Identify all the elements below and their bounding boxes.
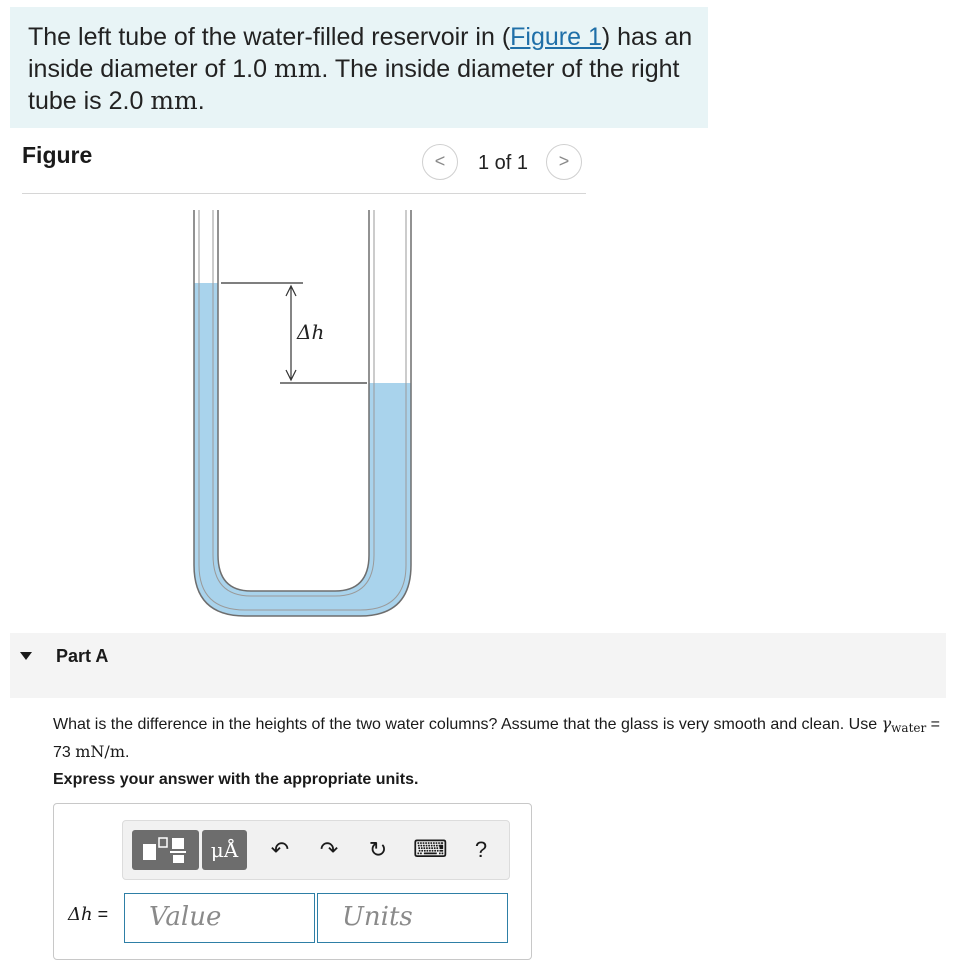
templates-icon [132,830,199,870]
instruction-text: Express your answer with the appropriate units. [53,771,419,788]
figure-title: Figure [22,142,93,168]
delta-h-label: Δh [297,320,325,344]
keyboard-icon[interactable]: ⌨ [413,836,448,863]
intro-text: The left tube of the water-filled reservoir in (Figure 1) has an inside diameter of 1.0 mm. The inside diameter of the right tube is 2.0 mm. [28,23,693,115]
reset-icon[interactable]: ↻ [368,837,388,862]
problem-intro [10,7,708,128]
next-figure-button[interactable]: > [546,144,582,180]
answer-label: Δh = [68,904,109,925]
undo-icon[interactable]: ↶ [270,837,290,862]
figure-header [22,140,586,194]
part-a-header[interactable] [10,633,946,698]
units-button[interactable]: μÅ [202,830,247,870]
tube-inner-inner-line [218,210,369,591]
redo-icon[interactable]: ↷ [319,837,339,862]
u-tube-figure [185,205,420,623]
tube-inner-wall [213,210,374,596]
figure-link[interactable]: Figure 1 [510,23,602,51]
figure-pager: 1 of 1 [478,152,529,174]
help-icon[interactable]: ? [474,837,488,862]
question-text: What is the difference in the heights of the two water columns? Assume that the glass is very smooth and clean. Use $\gamma_{water} = 73$ mN/m. [53,714,941,761]
value-input[interactable]: Value [124,893,315,943]
part-a-label: Part A [56,646,109,666]
units-input[interactable]: Units [317,893,508,943]
templates-button[interactable] [132,830,199,870]
previous-figure-button[interactable]: < [422,144,458,180]
collapse-caret-icon[interactable] [20,652,32,660]
math-toolbar [122,820,510,880]
answer-box [53,803,532,960]
